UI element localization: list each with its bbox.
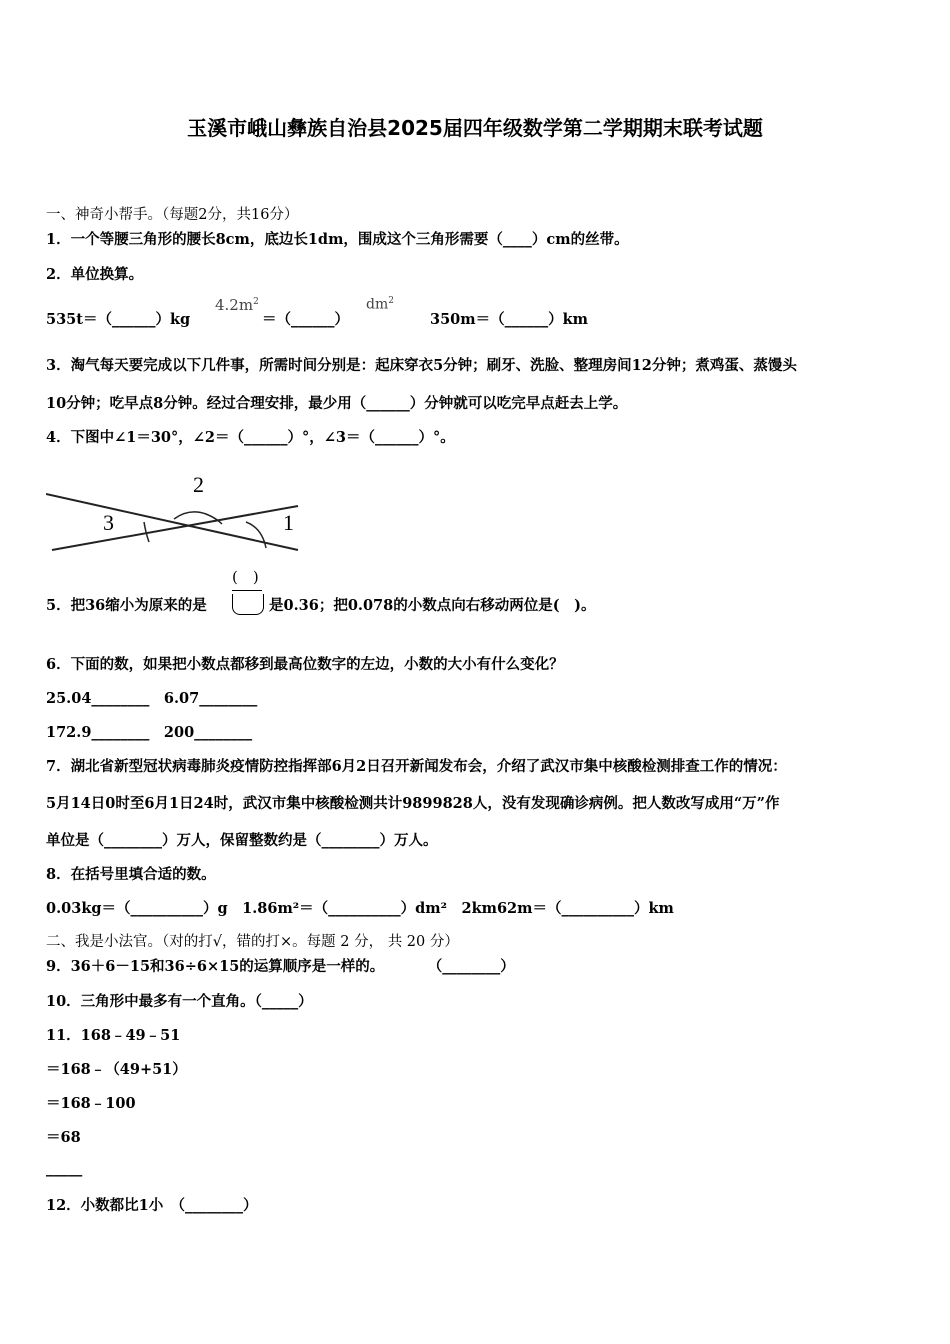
question-2-conversion-a: 535t＝（______）kg — [46, 311, 191, 328]
question-2: 2．单位换算。 — [46, 266, 144, 283]
question-11-line-3: ＝168﹣100 — [46, 1095, 136, 1112]
question-10: 10．三角形中最多有一个直角。（_____） — [46, 993, 313, 1010]
question-7-line-3: 单位是（________）万人，保留整数约是（________）万人。 — [46, 832, 438, 849]
question-8: 8．在括号里填合适的数。 — [46, 866, 216, 883]
question-5-part-1: 5．把36缩小为原来的是 — [46, 597, 207, 614]
question-5-part-2: 是0.36；把0.078的小数点向右移动两位是( )。 — [269, 597, 596, 614]
section-1-heading: 一、神奇小帮手。（每题2分，共16分） — [46, 207, 299, 223]
angle-label-2: 2 — [193, 472, 204, 497]
question-2-conversion-c: 350m＝（______）km — [430, 311, 588, 328]
question-5-fraction-denominator-blank — [232, 594, 264, 615]
angle-label-1: 1 — [283, 510, 294, 535]
question-3-line-2: 10分钟；吃早点8分钟。经过合理安排，最少用（______）分钟就可以吃完早点赶去上学。 — [46, 395, 628, 412]
question-11-line-4: ＝68 — [46, 1129, 81, 1146]
question-2-value-b: $4.2m^2$ — [215, 296, 259, 314]
angle-label-3: 3 — [103, 510, 114, 535]
question-2-unit-b: $dm^2$ — [366, 296, 394, 313]
page-title: 玉溪市峨山彝族自治县2025届四年级数学第二学期期末联考试题 — [187, 116, 763, 140]
question-7-line-2: 5月14日0时至6月1日24时，武汉市集中核酸检测共计9899828人，没有发现确诊病例。把人数改写成用“万”作 — [46, 795, 780, 812]
question-11-line-1: 11．168﹣49﹣51 — [46, 1027, 181, 1044]
question-6: 6．下面的数，如果把小数点都移到最高位数字的左边，小数的大小有什么变化？ — [46, 656, 564, 673]
question-3-line-1: 3．淘气每天要完成以下几件事，所需时间分别是：起床穿衣5分钟；刷牙、洗脸、整理房间12分钟；煮鸡蛋、蒸馒头 — [46, 357, 797, 374]
question-5-fraction-numerator: ( ) — [232, 568, 259, 586]
question-8-line: 0.03kg＝（__________）g 1.86m²＝（__________）dm² 2km62m＝（__________）km — [46, 900, 674, 917]
question-11-answer-blank: _____ — [46, 1160, 83, 1177]
question-4: 4．下图中∠1＝30°，∠2＝（______）°，∠3＝（______）°。 — [46, 429, 455, 446]
question-5-fraction-bar — [232, 590, 262, 591]
question-7-line-1: 7．湖北省新型冠状病毒肺炎疫情防控指挥部6月2日召开新闻发布会，介绍了武汉市集中核酸检测排查工作的情况： — [46, 758, 787, 775]
question-2-conversion-b: ＝（______） — [262, 311, 349, 328]
question-1: 1．一个等腰三角形的腰长8cm，底边长1dm，围成这个三角形需要（____）cm的丝带。 — [46, 231, 629, 248]
angle-figure — [46, 470, 306, 556]
question-6-row-1: 25.04________ 6.07________ — [46, 690, 258, 707]
section-2-heading: 二、我是小法官。（对的打√，错的打×。每题 2 分， 共 20 分） — [46, 934, 459, 950]
question-11-line-2: ＝168﹣（49+51） — [46, 1061, 187, 1078]
question-6-row-2: 172.9________ 200________ — [46, 724, 253, 741]
question-9: 9．36＋6－15和36÷6×15的运算顺序是一样的。 （________） — [46, 958, 515, 975]
question-12: 12．小数都比1小 （________） — [46, 1197, 258, 1214]
